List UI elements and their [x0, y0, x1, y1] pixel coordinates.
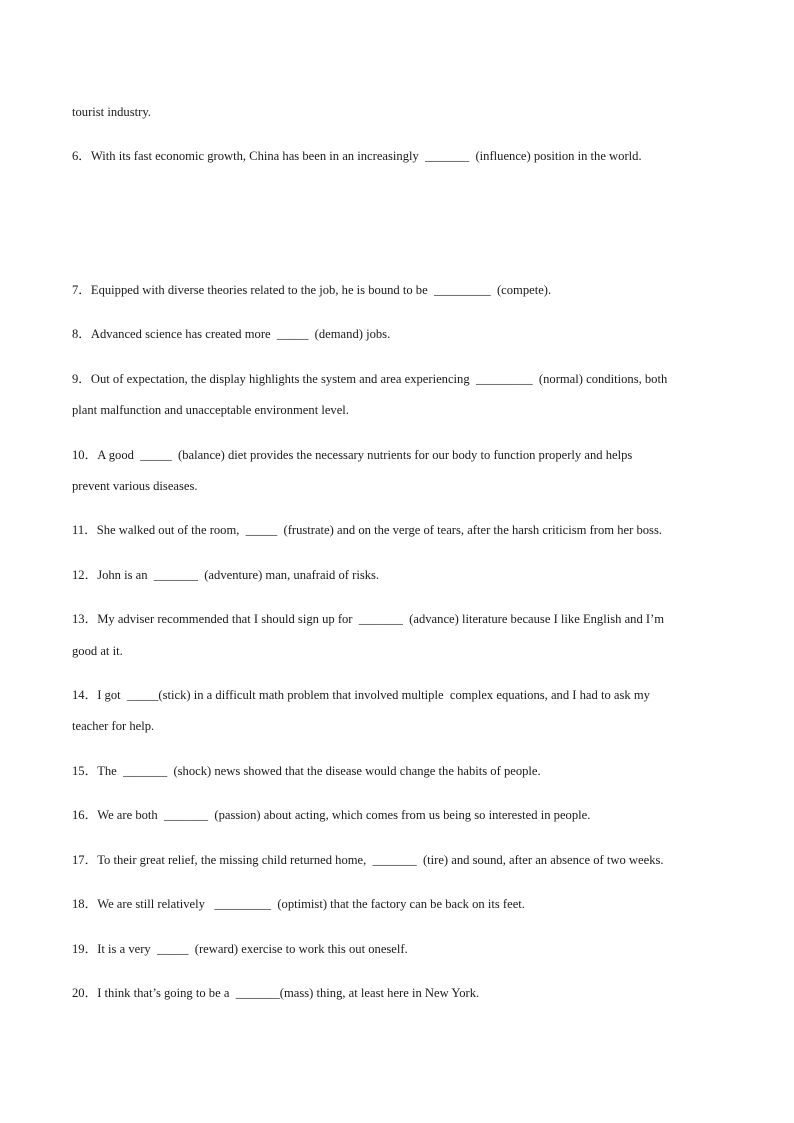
line-text: 16．We are both _______ (passion) about acting, which comes from us being so interested in people. — [72, 808, 591, 822]
question-14-continued — [72, 718, 724, 734]
text-line — [72, 104, 724, 120]
question-7 — [72, 282, 724, 298]
line-text: plant malfunction and unacceptable environment level. — [72, 403, 349, 417]
line-text: 14．I got _____(stick) in a difficult math problem that involved multiple complex equations, and I had to ask my — [72, 688, 650, 702]
question-10-continued — [72, 478, 724, 494]
question-20 — [72, 985, 724, 1001]
line-text: 19．It is a very _____ (reward) exercise to work this out oneself. — [72, 942, 408, 956]
line-text: 7．Equipped with diverse theories related to the job, he is bound to be _________ (compete). — [72, 283, 552, 297]
question-12 — [72, 567, 724, 583]
line-text: good at it. — [72, 644, 123, 658]
line-text: teacher for help. — [72, 719, 155, 733]
question-15 — [72, 763, 724, 779]
line-text: prevent various diseases. — [72, 479, 198, 493]
line-text: 12．John is an _______ (adventure) man, unafraid of risks. — [72, 568, 380, 582]
question-13-continued — [72, 643, 724, 659]
line-text: 15．The _______ (shock) news showed that the disease would change the habits of people. — [72, 764, 541, 778]
line-text: 9．Out of expectation, the display highlights the system and area experiencing _________ (normal) conditions, both — [72, 372, 668, 386]
question-19 — [72, 941, 724, 957]
line-text: 17．To their great relief, the missing child returned home, _______ (tire) and sound, after an absence of two weeks. — [72, 853, 664, 867]
question-11 — [72, 522, 724, 538]
question-8 — [72, 326, 724, 342]
line-text: 13．My adviser recommended that I should sign up for _______ (advance) literature because I like English and I’m — [72, 612, 665, 626]
line-text: 18．We are still relatively _________ (optimist) that the factory can be back on its feet. — [72, 897, 525, 911]
question-13 — [72, 611, 724, 627]
question-17 — [72, 852, 724, 868]
line-text: 6．With its fast economic growth, China has been in an increasingly _______ (influence) position in the world. — [72, 149, 642, 163]
question-16 — [72, 807, 724, 823]
line-text: tourist industry. — [72, 105, 151, 119]
question-9 — [72, 371, 724, 387]
question-10 — [72, 447, 724, 463]
line-text: 20．I think that’s going to be a _______(mass) thing, at least here in New York. — [72, 986, 480, 1000]
line-text: 8．Advanced science has created more _____ (demand) jobs. — [72, 327, 391, 341]
question-18 — [72, 896, 724, 912]
question-9-continued — [72, 402, 724, 418]
line-text: 11．She walked out of the room, _____ (frustrate) and on the verge of tears, after the harsh criticism from her boss. — [72, 523, 662, 537]
line-text: 10．A good _____ (balance) diet provides the necessary nutrients for our body to function properly and helps — [72, 448, 633, 462]
question-6 — [72, 148, 724, 164]
question-14 — [72, 687, 724, 703]
